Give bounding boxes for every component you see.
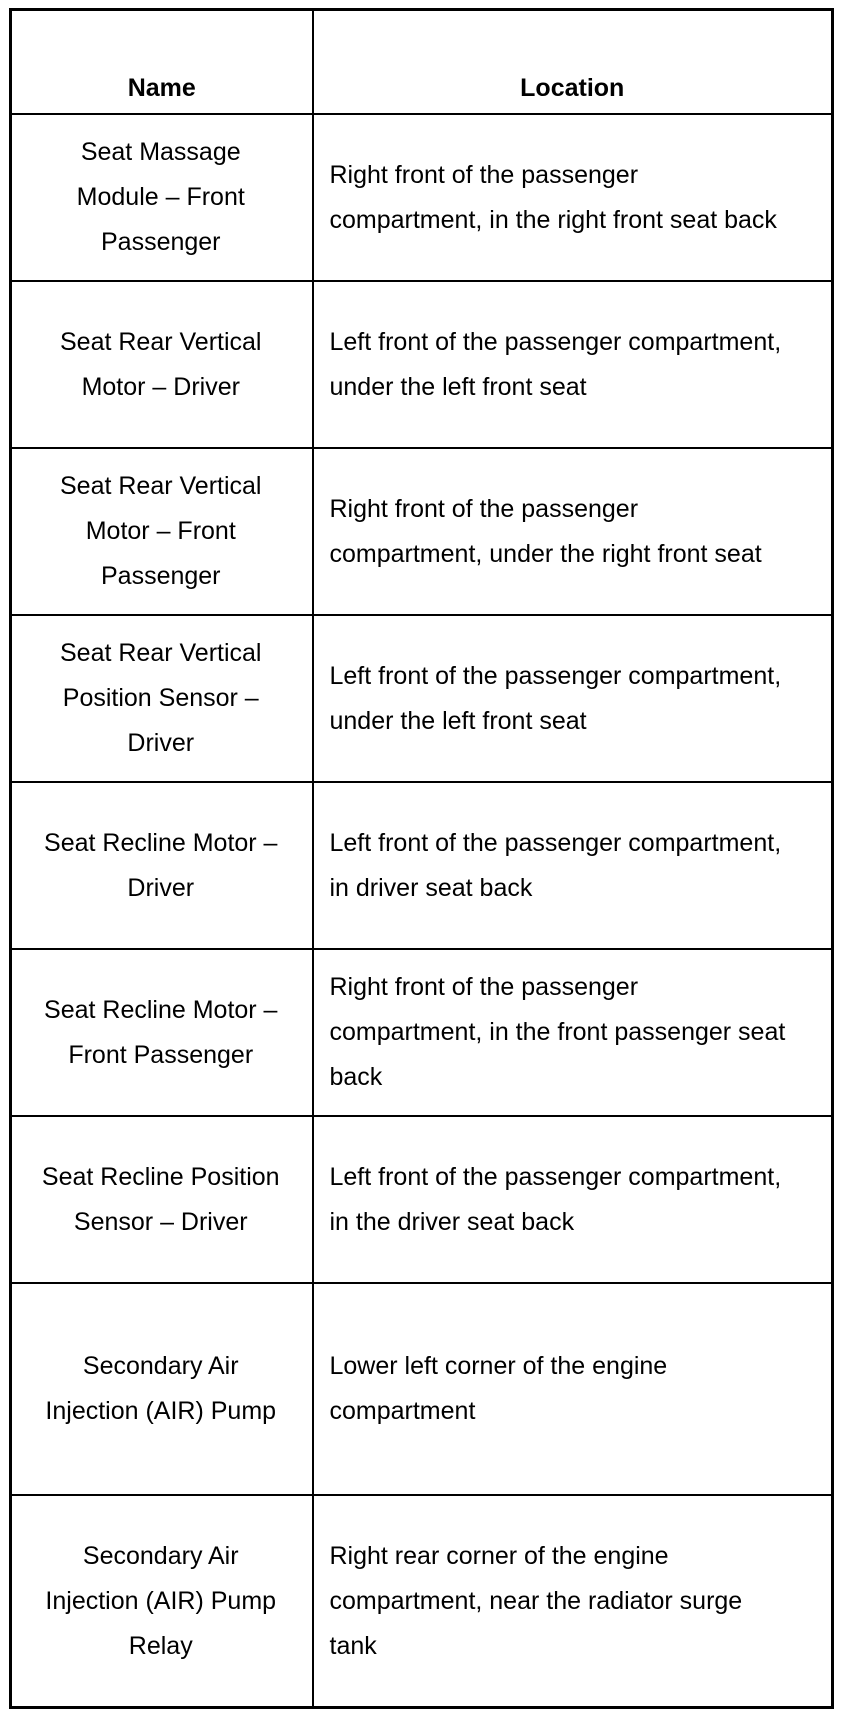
table-row <box>11 448 833 615</box>
component-name-cell: Seat Rear Vertical Position Sensor – Driver <box>11 615 313 782</box>
component-location-cell: Left front of the passenger compartment, in the driver seat back <box>313 1116 833 1283</box>
component-location-cell: Right rear corner of the engine compartment, near the radiator surge tank <box>313 1495 833 1708</box>
table-row <box>11 1116 833 1283</box>
component-name-cell: Seat Rear Vertical Motor – Driver <box>11 281 313 448</box>
component-location-cell: Lower left corner of the engine compartment <box>313 1283 833 1495</box>
component-name-cell: Seat Recline Motor – Driver <box>11 782 313 949</box>
table-header-row <box>11 10 833 115</box>
table-row <box>11 281 833 448</box>
component-name-cell: Seat Recline Position Sensor – Driver <box>11 1116 313 1283</box>
component-name-cell: Secondary Air Injection (AIR) Pump <box>11 1283 313 1495</box>
table-row <box>11 782 833 949</box>
component-location-cell: Left front of the passenger compartment, under the left front seat <box>313 615 833 782</box>
component-name-cell: Seat Massage Module – Front Passenger <box>11 114 313 281</box>
component-name-cell: Seat Recline Motor – Front Passenger <box>11 949 313 1116</box>
table-row <box>11 949 833 1116</box>
table-row <box>11 1283 833 1495</box>
component-name-cell: Seat Rear Vertical Motor – Front Passenger <box>11 448 313 615</box>
component-location-cell: Left front of the passenger compartment, in driver seat back <box>313 782 833 949</box>
column-header-name: Name <box>11 10 313 115</box>
component-location-table <box>9 8 834 1709</box>
component-name-cell: Secondary Air Injection (AIR) Pump Relay <box>11 1495 313 1708</box>
component-location-cell: Right front of the passenger compartment, under the right front seat <box>313 448 833 615</box>
column-header-location: Location <box>313 10 833 115</box>
table-row <box>11 1495 833 1708</box>
component-location-cell: Left front of the passenger compartment, under the left front seat <box>313 281 833 448</box>
table-row <box>11 615 833 782</box>
component-location-cell: Right front of the passenger compartment, in the right front seat back <box>313 114 833 281</box>
table-row <box>11 114 833 281</box>
component-location-cell: Right front of the passenger compartment, in the front passenger seat back <box>313 949 833 1116</box>
